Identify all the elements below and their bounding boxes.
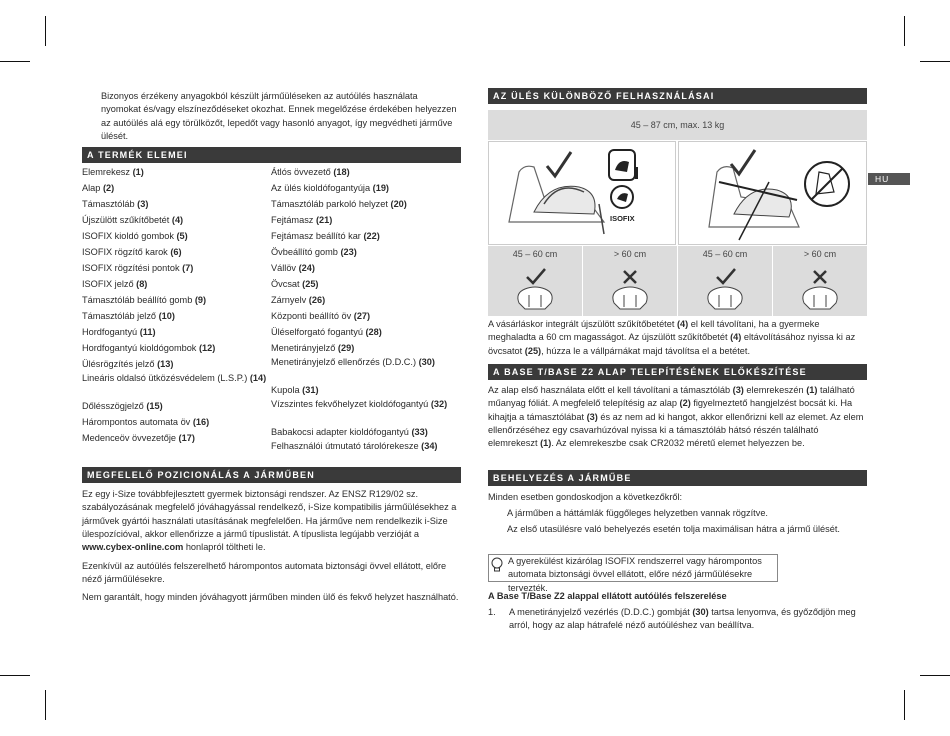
parts-list-item: [82, 340, 268, 356]
part-number: (11): [139, 327, 156, 337]
positioning-paragraph-2: Ezenkívül az autóülés felszerelhető hárompontos automata biztonsági övvel ellátott, előre néző járműülésekre.: [82, 560, 447, 585]
positioning-text: [82, 488, 462, 610]
parts-list-item: [82, 276, 268, 292]
height-cell-2: [583, 248, 677, 317]
part-number: (33): [411, 427, 428, 437]
part-number: (19): [372, 183, 389, 193]
text-span: található műanyag fóliát. A megfelelő telepítésig az alap: [488, 385, 855, 409]
crop-mark: [0, 61, 30, 62]
text-span: . Az elemrekeszbe csak CR2032 méretű elemet helyezzen be.: [551, 438, 805, 449]
part-number: (23): [340, 247, 357, 257]
parts-list-item: [271, 398, 463, 424]
install-step-number: 1.: [488, 607, 496, 617]
part-label: Vízszintes fekvőhelyzet kioldófogantyú: [271, 399, 429, 409]
parts-list-item: [271, 260, 463, 276]
part-number: (21): [315, 215, 333, 225]
parts-list-item: [82, 414, 268, 430]
part-label: Ülésrögzítés jelző: [82, 359, 155, 369]
height-label: 45 – 60 cm: [702, 249, 748, 259]
positioning-heading: MEGFELELŐ POZICIONÁLÁS A JÁRMŰBEN: [82, 467, 461, 483]
cell-divider: [677, 246, 678, 316]
parts-list-item: [82, 372, 268, 398]
parts-list-item: [271, 244, 463, 260]
base-text: [488, 384, 868, 456]
part-label: Hárompontos automata öv: [82, 417, 191, 427]
intro-paragraph: [101, 90, 459, 148]
part-number: (32): [430, 399, 448, 409]
part-label: Babakocsi adapter kioldófogantyú: [271, 427, 409, 437]
part-number: (13): [157, 359, 174, 369]
parts-list-left: [82, 164, 268, 446]
text-span: el kell távolítani, ha a gyermeke meghaladta a 60 cm magasságot. Az újszülött szűkítőbetét: [488, 319, 820, 343]
usage-illustration-left: [488, 141, 676, 245]
part-number: (26): [308, 295, 326, 305]
parts-list-item: [82, 196, 268, 212]
parts-list-item: [271, 308, 463, 324]
text-span: tartsa lenyomva, és győződjön meg arról, hogy az alap hátrafelé néző autóüléshez van beállítva.: [509, 607, 856, 631]
part-number: (25): [302, 279, 319, 289]
positioning-text-a: Ez egy i-Size továbbfejlesztett gyermek biztonsági rendszer. Az ENSZ R129/02 sz. szabályozásának megfelelő jóváhagyással rendelkező, i-Size kompatibilis járműülésekhez a járművek gyártói használati utasításának megfelelően. Ha járműve nem rendelkezik i-Size ülespozícióval, akkor ellenőrizze a jármű típuslistát. A típuslista legújabb verzióját a: [82, 489, 457, 540]
check-insert-icon: [505, 263, 565, 313]
parts-list-item: [82, 228, 268, 244]
text-span: A vásárláskor integrált újszülött szűkítőbetétet: [488, 319, 677, 329]
part-number: (1): [806, 385, 818, 395]
part-number: (1): [540, 438, 552, 449]
part-label: Dőlésszögjelző: [82, 401, 144, 411]
crop-mark: [45, 690, 46, 720]
usage-illustration-right: [678, 141, 867, 245]
parts-list-item: [271, 440, 463, 466]
part-label: Támasztóláb parkoló helyzet: [271, 199, 388, 209]
part-number: (3): [732, 385, 744, 395]
insert-removal-text: [488, 318, 868, 363]
crop-mark: [920, 61, 950, 62]
parts-list-item: [271, 276, 463, 292]
part-number: (3): [137, 199, 149, 209]
seat-belt-illustration: [679, 142, 868, 246]
parts-list-item: [271, 340, 463, 356]
parts-list-item: [271, 382, 463, 398]
part-number: (15): [146, 401, 163, 411]
part-number: (18): [333, 167, 350, 177]
part-label: Az ülés kioldófogantyúja: [271, 183, 371, 193]
part-number: (10): [158, 311, 175, 321]
part-number: (5): [176, 231, 188, 241]
crop-mark: [920, 675, 950, 676]
text-span: figyelmeztető hangjelzést bocsát ki. Ha kihajtja a támasztólábat: [488, 398, 853, 422]
part-number: (22): [363, 231, 380, 241]
install-item-1: A járműben a háttámlák függőleges helyzetben vannak rögzítve.: [507, 508, 768, 518]
part-number: (27): [353, 311, 371, 321]
part-number: (4): [676, 319, 689, 329]
part-number: (28): [365, 327, 382, 337]
parts-list-item: [82, 244, 268, 260]
lightbulb-icon: [490, 557, 504, 573]
parts-list-item: [82, 164, 268, 180]
text-span: A menetirányjelző vezérlés (D.D.C.) gombját: [509, 607, 693, 617]
part-number: (17): [178, 433, 195, 443]
parts-list-item: [271, 356, 463, 382]
part-number: (25): [524, 345, 542, 356]
part-number: (24): [298, 263, 315, 273]
parts-list-item: [271, 424, 463, 440]
height-label: > 60 cm: [803, 249, 837, 259]
part-label: ISOFIX rögzítési pontok: [82, 263, 180, 273]
height-cell-4: [773, 248, 867, 317]
positioning-text-b: honlapról töltheti le.: [183, 542, 266, 553]
part-label: Üléselforgató fogantyú: [271, 327, 363, 337]
part-label: Elemrekesz: [82, 167, 130, 177]
part-number: (16): [192, 417, 210, 427]
part-label: Lineáris oldalsó ütközésvédelem (L.S.P.): [82, 373, 248, 383]
text-span: elemrekeszén: [743, 385, 807, 395]
part-number: (29): [337, 343, 355, 353]
part-label: Vállöv: [271, 263, 297, 273]
isofix-label: ISOFIX: [610, 214, 635, 223]
crop-mark: [0, 675, 30, 676]
height-cell-3: [678, 248, 772, 317]
intro-text: Bizonyos érzékeny anyagokból készült járműüléseken az autóülés használata nyomokat és/vagy elszíneződéseket okozhat. Ennek megelőzése érdekében helyezzen az autóülés alá egy törülközőt, lepedőt vagy hasonló anyagot, így megvédheti járműve ülését.: [101, 91, 457, 142]
positioning-paragraph-1: [82, 488, 462, 555]
parts-list-item: [271, 196, 463, 212]
positioning-paragraph-3: Nem garantált, hogy minden jóváhagyott járműben minden ülő és fekvő helyzet használható.: [82, 592, 459, 603]
usage-range-label: 45 – 87 cm, max. 13 kg: [630, 120, 725, 130]
part-label: Kupola: [271, 385, 300, 395]
parts-heading: A TERMÉK ELEMEI: [82, 147, 461, 163]
part-label: Medenceöv övvezetője: [82, 433, 176, 443]
parts-list-item: [82, 324, 268, 340]
part-label: Menetirányjelző ellenőrzés (D.D.C.): [271, 357, 417, 367]
part-label: ISOFIX jelző: [82, 279, 134, 289]
parts-list-item: [271, 292, 463, 308]
part-number: (1): [132, 167, 144, 177]
cross-insert-icon: [790, 263, 850, 313]
part-label: Újszülött szűkítőbetét: [82, 215, 170, 225]
parts-list-item: [82, 430, 268, 446]
part-label: Felhasználói útmutató tárolórekesze: [271, 441, 419, 451]
part-label: Átlós övvezető: [271, 167, 331, 177]
part-number: (3): [586, 411, 598, 422]
parts-list-item: [82, 356, 268, 372]
parts-list-item: [271, 212, 463, 228]
part-label: Támasztóláb: [82, 199, 135, 209]
part-label: Támasztóláb jelző: [82, 311, 157, 321]
part-label: Hordfogantyú: [82, 327, 138, 337]
seat-rear-facing-isofix-illustration: [489, 142, 677, 246]
parts-list-item: [271, 180, 463, 196]
parts-list-item: [82, 180, 268, 196]
language-tab: HU: [868, 173, 910, 185]
parts-list-item: [271, 164, 463, 180]
check-insert-icon: [695, 263, 755, 313]
part-number: (20): [390, 199, 407, 209]
part-number: (31): [302, 385, 319, 395]
part-label: Támasztóláb beállító gomb: [82, 295, 193, 305]
note-text: A gyerekülést kizárólag ISOFIX rendszerrel vagy hárompontos automata biztonsági övvel ellátott, előre néző járműülésekre tervezték.: [508, 556, 762, 593]
part-label: Fejtámasz: [271, 215, 314, 225]
part-label: Zárnyelv: [271, 295, 307, 305]
part-label: Övcsat: [271, 279, 300, 289]
crop-mark: [904, 16, 905, 46]
parts-list-item: [82, 308, 268, 324]
cell-divider: [772, 246, 773, 316]
crop-mark: [45, 16, 46, 46]
part-number: (12): [198, 343, 216, 353]
part-number: (30): [418, 357, 435, 367]
insert-removal-paragraph: [488, 318, 868, 358]
part-number: (14): [249, 373, 267, 383]
part-label: ISOFIX kioldó gombok: [82, 231, 174, 241]
parts-list-item: [82, 212, 268, 228]
part-label: Fejtámasz beállító kar: [271, 231, 361, 241]
install-subheading: A Base T/Base Z2 alappal ellátott autóülés felszerelése: [488, 591, 727, 601]
parts-list-item: [271, 228, 463, 244]
part-number: (9): [194, 295, 207, 305]
cell-divider: [582, 246, 583, 316]
text-span: eltávolításához nyissa ki az övcsatot: [488, 332, 856, 356]
height-cell-1: [488, 248, 582, 317]
usage-heading: AZ ÜLÉS KÜLÖNBÖZŐ FELHASZNÁLÁSAI: [488, 88, 867, 104]
base-paragraph: [488, 384, 868, 451]
part-number: (2): [679, 398, 691, 409]
parts-list-item: [271, 324, 463, 340]
part-label: Övbeállító gomb: [271, 247, 338, 257]
website-link[interactable]: www.cybex-online.com: [82, 542, 184, 553]
parts-list-item: [82, 398, 268, 414]
part-number: (30): [692, 607, 709, 617]
base-heading: A BASE T/BASE Z2 ALAP TELEPÍTÉSÉNEK ELŐKÉSZÍTÉSE: [488, 364, 867, 380]
part-number: (4): [171, 215, 184, 225]
cross-insert-icon: [600, 263, 660, 313]
parts-list-item: [82, 292, 268, 308]
install-heading: BEHELYEZÉS A JÁRMŰBE: [488, 470, 867, 486]
part-number: (8): [136, 279, 148, 289]
usage-range-box: [488, 110, 867, 140]
parts-list-item: [82, 260, 268, 276]
install-step-1: [509, 606, 867, 633]
height-label: 45 – 60 cm: [512, 249, 558, 259]
part-label: Menetirányjelző: [271, 343, 336, 353]
install-item-2: Az első utasülésre való behelyezés esetén tolja maximálisan hátra a jármű ülését.: [507, 524, 840, 534]
install-intro: Minden esetben gondoskodjon a következőkről:: [488, 492, 683, 502]
part-number: (34): [421, 441, 438, 451]
crop-mark: [904, 690, 905, 720]
parts-list-right: [271, 164, 463, 466]
text-span: , húzza le a vállpárnákat majd távolítsa el a betétet.: [541, 345, 751, 356]
text-span: Az alap első használata előtt el kell távolítani a támasztóláb: [488, 385, 733, 395]
height-label: > 60 cm: [613, 249, 647, 259]
part-label: Alap: [82, 183, 101, 193]
part-number: (7): [182, 263, 194, 273]
part-number: (2): [102, 183, 115, 193]
text-span: és az nem ad ki hangot, akkor ellenőrizni kell az elemet. Az elem ellenőrzéséhez egy csavarhúzóval nyissa ki a támasztóláb hátsó részén található elemrekeszt: [488, 411, 864, 449]
part-label: Központi beállító öv: [271, 311, 352, 321]
part-label: Hordfogantyú kioldógombok: [82, 343, 197, 353]
part-label: ISOFIX rögzítő karok: [82, 247, 168, 257]
part-number: (6): [170, 247, 182, 257]
part-number: (4): [730, 332, 742, 343]
